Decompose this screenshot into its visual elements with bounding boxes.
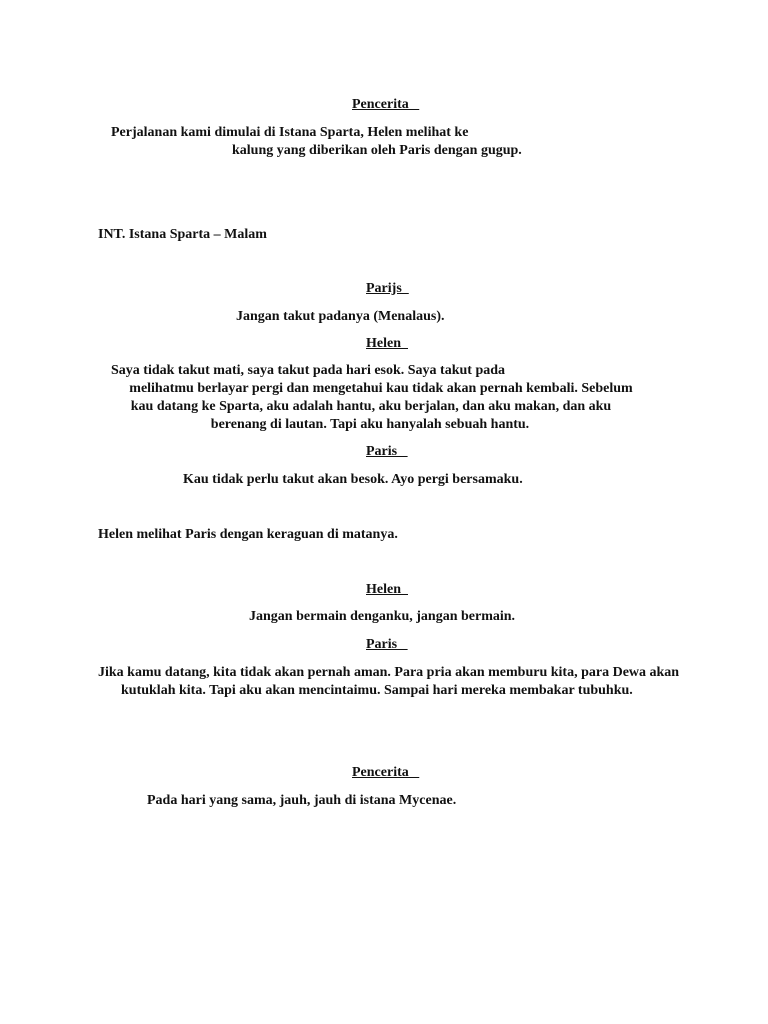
- narration-line: kalung yang diberikan oleh Paris dengan gugup.: [232, 143, 522, 158]
- speaker-name-helen: Helen: [366, 582, 408, 597]
- speaker-name-paris: Paris: [366, 637, 408, 652]
- dialogue-line: Saya tidak takut mati, saya takut pada hari esok. Saya takut pada: [111, 363, 506, 378]
- action-line: Helen melihat Paris dengan keraguan di matanya.: [98, 527, 398, 542]
- speaker-name-pencerita: Pencerita: [352, 765, 420, 780]
- speaker-name-parijs: Parijs: [366, 281, 409, 296]
- dialogue-line: Jangan takut padanya (Menalaus).: [236, 309, 445, 324]
- narration-line: Pada hari yang sama, jauh, jauh di istana Mycenae.: [147, 793, 457, 808]
- dialogue-line: kau datang ke Sparta, aku adalah hantu, aku berjalan, dan aku makan, dan aku: [130, 399, 612, 414]
- dialogue-line: Jangan bermain denganku, jangan bermain.: [249, 609, 516, 624]
- dialogue-line: kutuklah kita. Tapi aku akan mencintaimu. Sampai hari mereka membakar tubuhku.: [121, 683, 633, 698]
- speaker-name-helen: Helen: [366, 336, 408, 351]
- dialogue-line: Kau tidak perlu takut akan besok. Ayo pergi bersamaku.: [183, 472, 523, 487]
- scene-heading: INT. Istana Sparta – Malam: [98, 227, 267, 242]
- speaker-name-paris: Paris: [366, 444, 408, 459]
- dialogue-line: Jika kamu datang, kita tidak akan pernah aman. Para pria akan memburu kita, para Dewa akan: [98, 665, 680, 680]
- narration-line: Perjalanan kami dimulai di Istana Sparta, Helen melihat ke: [111, 125, 469, 140]
- dialogue-line: berenang di lautan. Tapi aku hanyalah sebuah hantu.: [210, 417, 530, 432]
- dialogue-line: melihatmu berlayar pergi dan mengetahui kau tidak akan pernah kembali. Sebelum: [129, 381, 633, 396]
- speaker-name-pencerita: Pencerita: [352, 97, 420, 112]
